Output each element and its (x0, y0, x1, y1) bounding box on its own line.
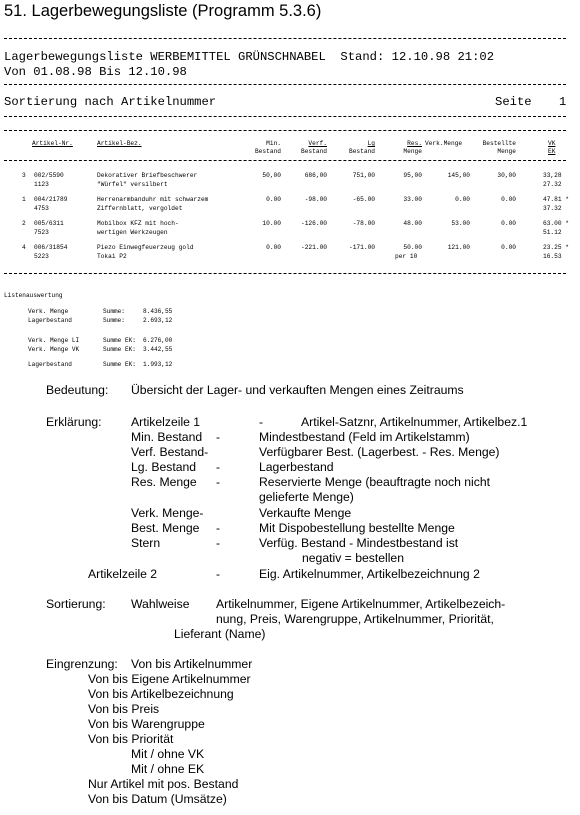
sortierung-lead: Wahlweise (131, 597, 190, 611)
col-best: Bestellte Menge (482, 140, 516, 155)
erklaerung-description: Verkaufte Menge (259, 506, 352, 520)
summary-label: Lagerbestand (28, 317, 72, 324)
report-title-line: Lagerbewegungsliste WERBEMITTEL GRÜNSCHNABEL Stand: 12.10.98 21:02 (4, 50, 495, 64)
summary-label: Lagerbestand (28, 361, 72, 368)
row-bezeichnung-1: Dekorativer Briefbeschwerer (97, 172, 198, 179)
row-artikel-nr: 004/21789 (34, 196, 68, 203)
divider (4, 130, 566, 131)
row-verf-bestand: -126.00 (301, 220, 327, 227)
erklaerung-dash: - (216, 475, 221, 489)
divider (4, 160, 566, 161)
row-eigene-nr: 5223 (34, 253, 49, 260)
row-lg-bestand: -65.00 (352, 196, 375, 203)
row-min-bestand: 0.00 (266, 244, 281, 251)
erklaerung-term: Verf. Bestand- (131, 445, 209, 459)
row-ek: 37.32 (543, 205, 562, 212)
row-verk-menge: 145,00 (447, 172, 470, 179)
row-bezeichnung-1: Piezo Einwegfeuerzeug gold (97, 244, 194, 251)
row-res-menge: 48.00 (403, 220, 422, 227)
eingrenzung-label: Eingrenzung: (46, 657, 118, 671)
col-artnr: Artikel-Nr. (32, 140, 73, 147)
row-verf-bestand: 686,00 (304, 172, 327, 179)
row-verf-bestand: -221.00 (301, 244, 327, 251)
erklaerung-description: Mindestbestand (Feld im Artikelstamm) (259, 430, 470, 444)
sortierung-line-1: Artikelnummer, Eigene Artikelnummer, Artikelbezeich- (216, 597, 506, 611)
listenauswertung-heading: Listenauswertung (4, 292, 63, 299)
erklaerung-description: gelieferte Menge) (259, 490, 354, 504)
row-bezeichnung-1: Herrenarmbanduhr mit schwarzem (97, 196, 209, 203)
summary-value: 6.276,00 (143, 337, 173, 344)
row-best-menge: 0.00 (501, 220, 516, 227)
summary-value: 3.442,55 (143, 346, 173, 353)
erklaerung-term: Verk. Menge- (131, 506, 204, 520)
row-ek: 51.12 (543, 229, 562, 236)
summary-value: 8.436,55 (143, 308, 173, 315)
row-bezeichnung-2: wertigen Werkzeugen (97, 229, 168, 236)
col-verk: Verk.Menge (425, 140, 463, 147)
row-eigene-nr: 4753 (34, 205, 49, 212)
row-lg-bestand: -78.00 (352, 220, 375, 227)
sortierung-line-2: nung, Preis, Warengruppe, Artikelnummer, Priorität, (216, 612, 494, 626)
eingrenzung-item: Von bis Priorität (88, 732, 174, 746)
erklaerung-dash: - (259, 415, 264, 429)
row-res-unit: per 10 (395, 253, 418, 260)
erklaerung-description: Eig. Artikelnummer, Artikelbezeichnung 2 (259, 567, 480, 581)
row-bezeichnung-2: Tokai P2 (97, 253, 127, 260)
erklaerung-dash: - (216, 521, 221, 535)
erklaerung-dash: - (216, 430, 221, 444)
report-page-number: 1 (559, 95, 567, 109)
row-lg-bestand: 751,00 (352, 172, 375, 179)
eingrenzung-item: Von bis Warengruppe (88, 717, 205, 731)
eingrenzung-subitem: Mit / ohne EK (131, 762, 205, 776)
erklaerung-description: Artikel-Satznr, Artikelnummer, Artikelbez.1 (301, 415, 528, 429)
summary-sum-label: Summe: (103, 317, 125, 324)
erklaerung-term: Artikelzeile 2 (88, 567, 158, 581)
row-vk: 23.25 * (543, 244, 569, 251)
eingrenzung-item: Von bis Artikelnummer (131, 657, 253, 671)
row-artikel-nr: 006/31854 (34, 244, 68, 251)
row-vk: 47.81 * (543, 196, 569, 203)
erklaerung-description: Verfügbarer Best. (Lagerbest. - Res. Menge) (259, 445, 500, 459)
row-vk: 63.00 * (543, 220, 569, 227)
col-lg: Lg Bestand (349, 140, 375, 155)
summary-value: 2.693,12 (143, 317, 173, 324)
col-res: Res. Menge (403, 140, 422, 155)
row-best-menge: 30,00 (497, 172, 516, 179)
col-verf: Verf. Bestand (301, 140, 327, 155)
row-position: 3 (22, 172, 26, 179)
erklaerung-term: Best. Menge (131, 521, 200, 535)
row-verk-menge: 0.00 (455, 196, 470, 203)
row-min-bestand: 10.00 (262, 220, 281, 227)
eingrenzung-subitem: Mit / ohne VK (131, 747, 205, 761)
row-position: 4 (22, 244, 26, 251)
divider (4, 116, 566, 117)
erklaerung-description: negativ = bestellen (302, 551, 404, 565)
row-eigene-nr: 7523 (34, 229, 49, 236)
summary-sum-label: Summe EK: (103, 361, 136, 368)
summary-label: Verk. Menge LI (28, 337, 80, 344)
row-min-bestand: 0.00 (266, 196, 281, 203)
summary-sum-label: Summe: (103, 308, 125, 315)
erklaerung-description: Reservierte Menge (beauftragte noch nicht (259, 475, 491, 489)
row-vk: 33,28 (543, 172, 562, 179)
erklaerung-description: Mit Dispobestellung bestellte Menge (259, 521, 455, 535)
row-min-bestand: 50,00 (262, 172, 281, 179)
row-res-menge: 95,00 (403, 172, 422, 179)
row-artikel-nr: 005/6311 (34, 220, 64, 227)
erklaerung-label: Erklärung: (46, 415, 102, 429)
col-artbez: Artikel-Bez. (97, 140, 142, 147)
summary-label: Verk. Menge VK (28, 346, 80, 353)
row-artikel-nr: 002/5590 (34, 172, 64, 179)
erklaerung-term: Lg. Bestand (131, 460, 197, 474)
summary-label: Verk. Menge (28, 308, 69, 315)
row-bezeichnung-2: Ziffernblatt, vergoldet (97, 205, 183, 212)
divider (4, 84, 566, 85)
col-min: Min. Bestand (255, 140, 281, 155)
row-verf-bestand: -98.00 (304, 196, 327, 203)
sortierung-line-3: Lieferant (Name) (174, 627, 266, 641)
divider (4, 273, 566, 274)
summary-sum-label: Summe EK: (103, 346, 136, 353)
row-ek: 16.53 (543, 253, 562, 260)
sortierung-label: Sortierung: (46, 597, 106, 611)
bedeutung-label: Bedeutung: (46, 383, 109, 397)
erklaerung-term: Res. Menge (131, 475, 197, 489)
erklaerung-term: Stern (131, 536, 161, 550)
row-res-menge: 33.00 (403, 196, 422, 203)
summary-value: 1.993,12 (143, 361, 173, 368)
bedeutung-text: Übersicht der Lager- und verkauften Mengen eines Zeitraums (131, 383, 464, 397)
erklaerung-term: Artikelzeile 1 (131, 415, 201, 429)
eingrenzung-item: Von bis Preis (88, 702, 160, 716)
row-best-menge: 0.00 (501, 196, 516, 203)
erklaerung-dash: - (216, 460, 221, 474)
report-period-line: Von 01.08.98 Bis 12.10.98 (4, 65, 187, 79)
row-position: 1 (22, 196, 26, 203)
eingrenzung-item: Nur Artikel mit pos. Bestand (88, 777, 239, 791)
row-position: 2 (22, 220, 26, 227)
row-best-menge: 0.00 (501, 244, 516, 251)
erklaerung-dash: - (216, 536, 221, 550)
row-bezeichnung-1: Mobilbox KFZ mit hoch- (97, 220, 179, 227)
erklaerung-description: Lagerbestand (259, 460, 334, 474)
erklaerung-term: Min. Bestand (131, 430, 203, 444)
row-bezeichnung-2: "Würfel" versilbert (97, 181, 168, 188)
erklaerung-description: Verfüg. Bestand - Mindestbestand ist (259, 536, 459, 550)
report-page-label: Seite (495, 95, 532, 109)
summary-sum-label: Summe EK: (103, 337, 136, 344)
eingrenzung-item: Von bis Eigene Artikelnummer (88, 672, 251, 686)
eingrenzung-item: Von bis Artikelbezeichnung (88, 687, 234, 701)
row-res-menge: 50.00 (403, 244, 422, 251)
row-lg-bestand: -171.00 (349, 244, 375, 251)
report-sort-line: Sortierung nach Artikelnummer (4, 95, 217, 109)
page-title: 51. Lagerbewegungsliste (Programm 5.3.6) (4, 2, 322, 20)
eingrenzung-item: Von bis Datum (Umsätze) (88, 792, 227, 806)
row-eigene-nr: 1123 (34, 181, 49, 188)
erklaerung-dash: - (216, 567, 221, 581)
row-ek: 27.32 (543, 181, 562, 188)
col-vk: VK EK (548, 140, 556, 155)
divider (4, 38, 566, 39)
row-verk-menge: 121.00 (447, 244, 470, 251)
row-verk-menge: 53.00 (451, 220, 470, 227)
